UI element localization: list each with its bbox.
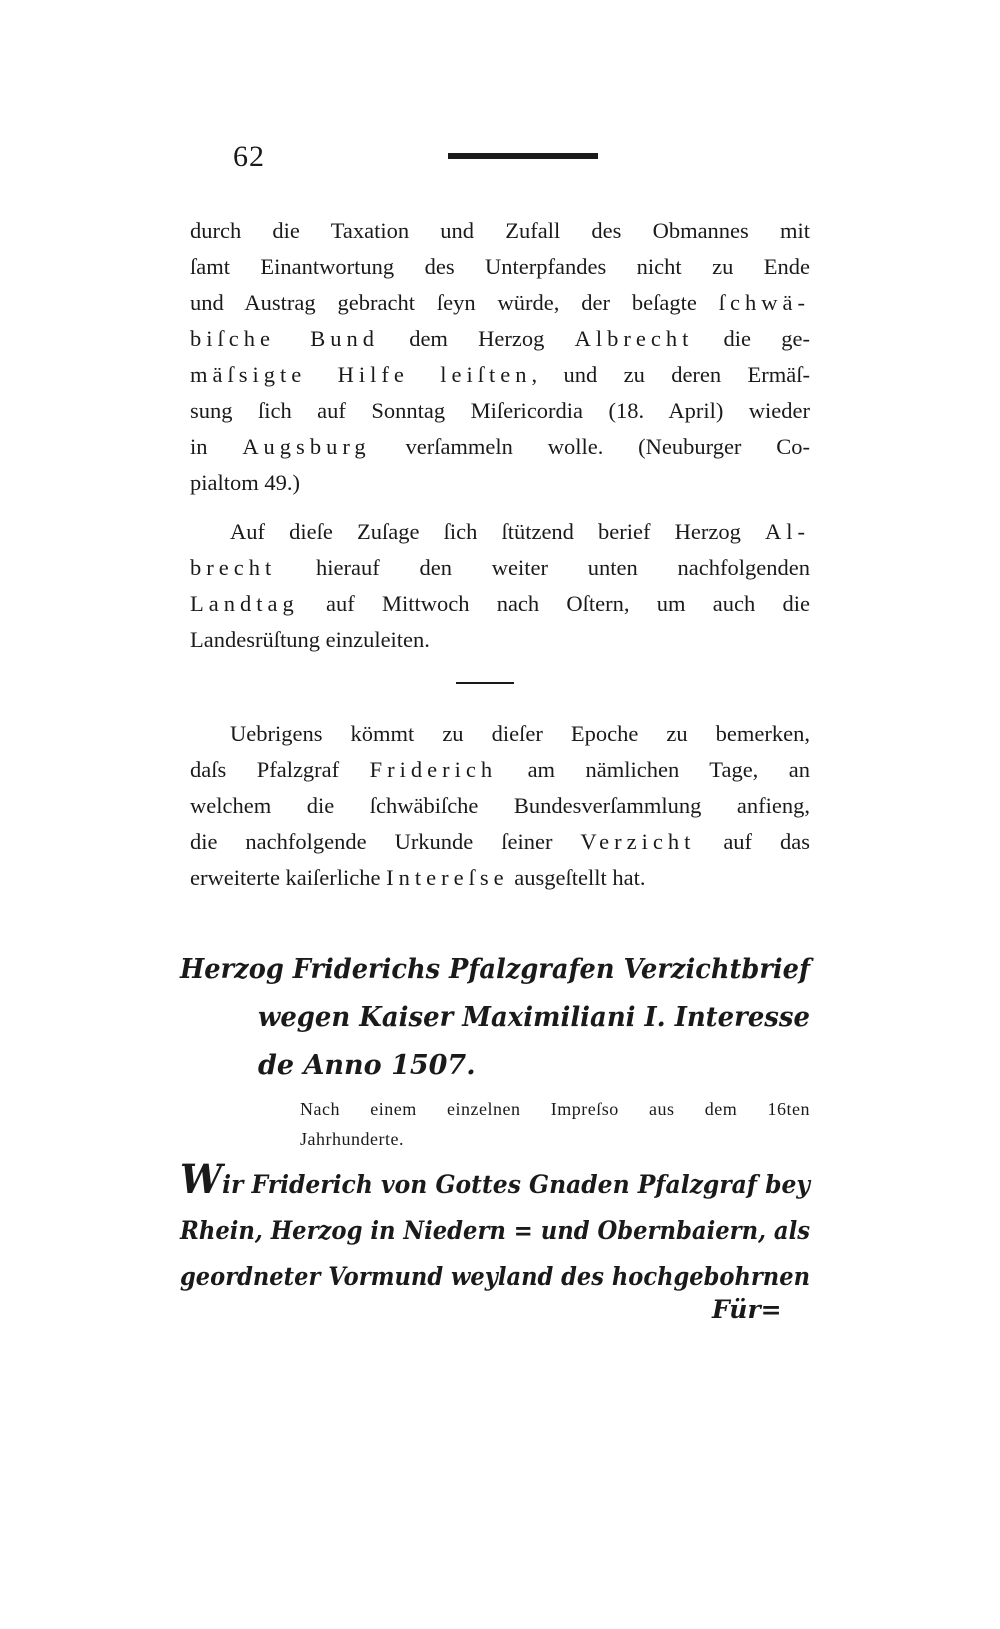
text-line: [190, 824, 810, 860]
text-line: [190, 860, 810, 896]
text-span: verſammeln wolle. (Neuburger Co-: [370, 434, 810, 459]
spaced-text: Augsburg: [242, 434, 371, 459]
text-span: in: [190, 434, 243, 459]
text-span: Uebrigens kömmt zu dieſer Epoche zu bemerken,: [230, 721, 810, 746]
paragraph-3: [190, 716, 810, 896]
text-line: [190, 752, 810, 788]
charter-line-text: ir Friderich von Gottes Gnaden Pfalzgraf bey: [222, 1170, 810, 1199]
note-text: Jahrhunderte.: [300, 1129, 404, 1149]
note-text: Nach einem einzelnen Impreſso aus dem 16ten: [300, 1099, 810, 1119]
spaced-text: Verzicht: [580, 829, 696, 854]
text-span: , und zu deren Ermäſ-: [531, 362, 810, 387]
text-line: [190, 716, 810, 752]
document-heading: [180, 946, 810, 1090]
text-line: [190, 788, 810, 824]
heading-line: [180, 994, 810, 1042]
charter-line-text: geordneter Vormund weyland des hochgebohrnen: [180, 1262, 810, 1291]
text-span: und Austrag gebracht ſeyn würde, der beſagte: [190, 290, 719, 315]
text-line: [190, 514, 810, 550]
paragraph-2: [190, 514, 810, 658]
header-rule: [448, 153, 598, 159]
text-line: [190, 321, 810, 357]
catchword: Für=: [712, 1295, 782, 1324]
spaced-text: Friderich: [369, 757, 498, 782]
text-line: [190, 550, 810, 586]
note-line: [300, 1094, 810, 1124]
text-span: dem Herzog: [378, 326, 575, 351]
text-span: auf Mittwoch nach Oſtern, um auch die: [298, 591, 810, 616]
text-span: pialtom 49.): [190, 470, 300, 495]
heading-text: wegen Kaiser Maximiliani I. Interesse: [258, 1002, 810, 1033]
text-line: [190, 213, 810, 249]
spaced-text: brecht: [190, 555, 277, 580]
paragraph-1: [190, 213, 810, 501]
spaced-text: Albrecht: [574, 326, 694, 351]
charter-line: [180, 1254, 810, 1300]
charter-line: [180, 1208, 810, 1254]
spaced-text: Intereſse: [386, 865, 509, 890]
text-span: erweiterte kaiſerliche: [190, 865, 387, 890]
text-span: ſamt Einantwortung des Unterpfandes nicht zu Ende: [190, 254, 810, 279]
text-line: [190, 465, 810, 501]
note-line: [300, 1124, 810, 1154]
text-span: die ge-: [693, 326, 811, 351]
text-span: durch die Taxation und Zufall des Obmannes mit: [190, 218, 810, 243]
text-line: [190, 357, 810, 393]
text-line: [190, 586, 810, 622]
page-number: 62: [233, 140, 265, 173]
text-span: am nämlichen Tage, an: [497, 757, 810, 782]
heading-text: Herzog Friderichs Pfalzgrafen Verzichtbrief: [180, 954, 810, 985]
spaced-text: biſche Bund: [190, 326, 379, 351]
section-divider: [456, 682, 514, 684]
text-span: hierauf den weiter unten nachfolgenden: [276, 555, 810, 580]
spaced-text: Al-: [765, 519, 810, 544]
drop-initial: W: [180, 1156, 223, 1203]
text-span: auf das: [695, 829, 810, 854]
charter-text: [180, 1156, 810, 1300]
spaced-text: ſchwä-: [718, 290, 810, 315]
text-span: Auf dieſe Zuſage ſich ſtützend berief Herzog: [230, 519, 765, 544]
heading-line: [180, 1042, 810, 1090]
text-line: [190, 622, 810, 658]
text-span: Landesrüſtung einzuleiten.: [190, 627, 430, 652]
heading-line: [180, 946, 810, 994]
heading-text: de Anno 1507.: [258, 1050, 476, 1081]
text-span: die nachfolgende Urkunde ſeiner: [190, 829, 581, 854]
text-line: [190, 393, 810, 429]
text-line: [190, 285, 810, 321]
spaced-text: Landtag: [190, 591, 299, 616]
text-span: sung ſich auf Sonntag Miſericordia (18. April) wieder: [190, 398, 810, 423]
text-span: welchem die ſchwäbiſche Bundesverſammlung anfieng,: [190, 793, 810, 818]
charter-line: [180, 1156, 810, 1208]
spaced-text: mäſsigte Hilfe leiſten: [190, 362, 532, 387]
charter-line-text: Rhein, Herzog in Niedern = und Obernbaiern, als: [180, 1216, 810, 1245]
text-line: [190, 429, 810, 465]
text-span: ausgeſtellt hat.: [508, 865, 646, 890]
text-line: [190, 249, 810, 285]
source-note: [300, 1094, 810, 1154]
text-span: daſs Pfalzgraf: [190, 757, 370, 782]
